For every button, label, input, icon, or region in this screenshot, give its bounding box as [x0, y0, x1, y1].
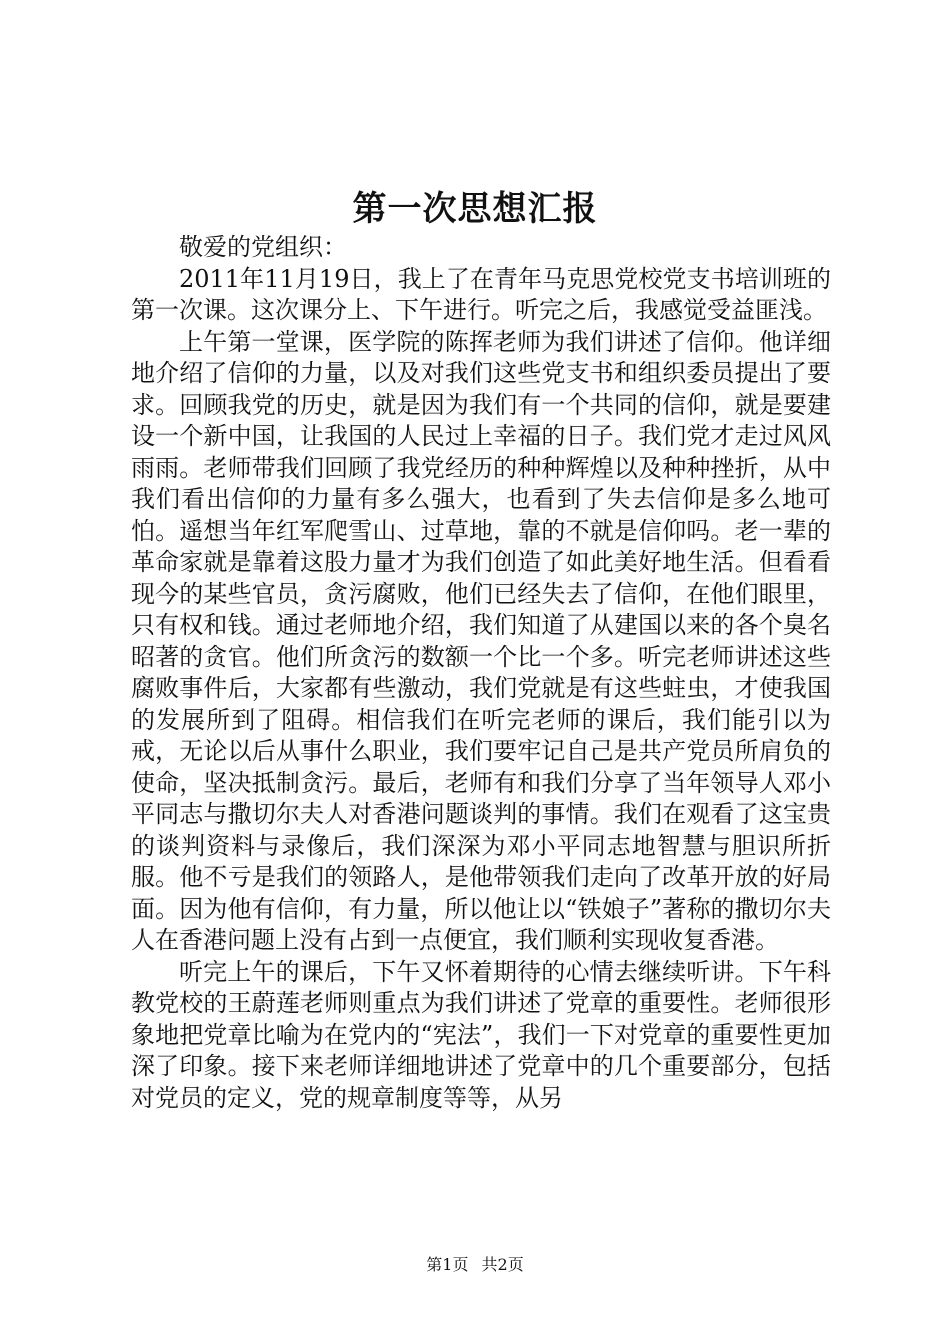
- salutation: 敬爱的党组织：: [179, 233, 347, 261]
- document-title: 第一次思想汇报: [352, 189, 598, 229]
- paragraph-3: 听完上午的课后，下午又怀着期待的心情去继续听讲。下午科教党校的王蔚莲老师则重点为我们讲述了党章的重要性。老师很形象地把党章比喻为在党内的“宪法”，我们一下对党章的重要性更加深了印象。接下来老师详细地讲述了党章中的几个重要部分，包括对党员的定义，党的规章制度等等，从另: [131, 957, 831, 1112]
- document-body: [131, 232, 831, 1114]
- paragraph-2: 上午第一堂课，医学院的陈挥老师为我们讲述了信仰。他详细地介绍了信仰的力量，以及对我们这些党支书和组织委员提出了要求。回顾我党的历史，就是因为我们有一个共同的信仰，就是要建设一个新中国，让我国的人民过上幸福的日子。我们党才走过风风雨雨。老师带我们回顾了我党经历的种种辉煌以及种种挫折，从中我们看出信仰的力量有多么强大，也看到了失去信仰是多么地可怕。遥想当年红军爬雪山、过草地，靠的不就是信仰吗。老一辈的革命家就是靠着这股力量才为我们创造了如此美好地生活。但看看现今的某些官员，贪污腐败，他们已经失去了信仰，在他们眼里，只有权和钱。通过老师地介绍，我们知道了从建国以来的各个臭名昭著的贪官。他们所贪污的数额一个比一个多。听完老师讲述这些腐败事件后，大家都有些激动，我们党就是有这些蛀虫，才使我国的发展所到了阻碍。相信我们在听完老师的课后，我们能引以为戒，无论以后从事什么职业，我们要牢记自己是共产党员所肩负的使命，坚决抵制贪污。最后，老师有和我们分享了当年领导人邓小平同志与撒切尔夫人对香港问题谈判的事情。我们在观看了这宝贵的谈判资料与录像后，我们深深为邓小平同志地智慧与胆识所折服。他不亏是我们的领路人，是他带领我们走向了改革开放的好局面。因为他有信仰，有力量，所以他让以“铁娘子”著称的撒切尔夫人在香港问题上没有占到一点便宜，我们顺利实现收复香港。: [131, 327, 831, 954]
- paragraph-1: 2011年11月19日，我上了在青年马克思党校党支书培训班的第一次课。这次课分上、下午进行。听完之后，我感觉受益匪浅。: [131, 264, 831, 324]
- page-total: 共2页: [481, 1255, 524, 1274]
- page-footer: [0, 1254, 950, 1276]
- page-number: 第1页: [426, 1255, 469, 1274]
